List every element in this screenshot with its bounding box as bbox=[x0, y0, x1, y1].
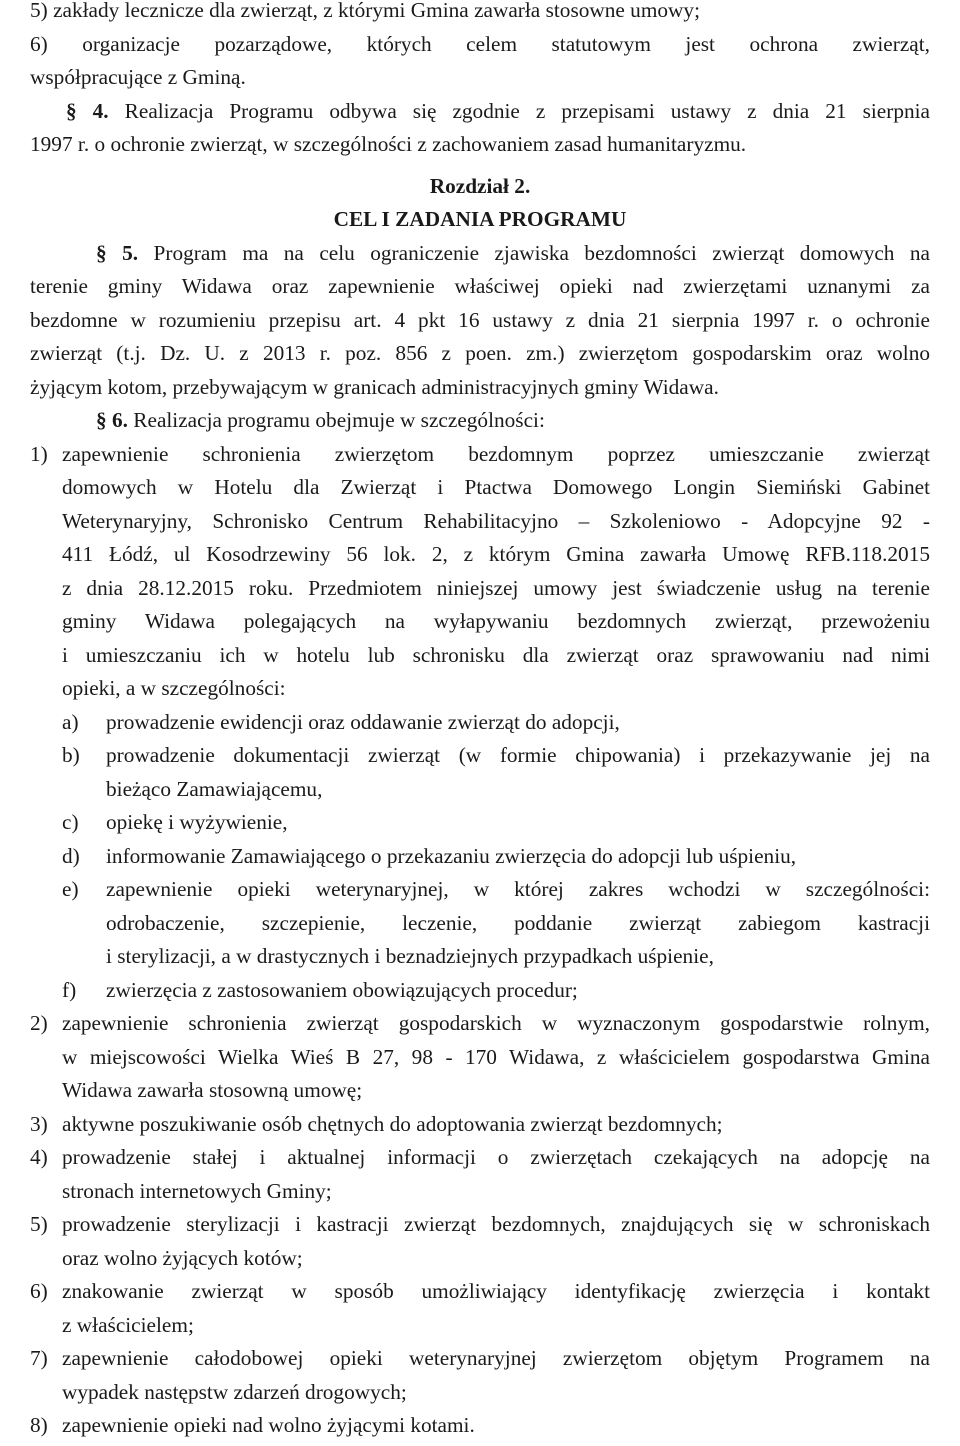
list-item-1-line-4: 411 Łódź, ul Kosodrzewiny 56 lok. 2, z którym Gmina zawarła Umowę RFB.118.2015 bbox=[62, 542, 930, 566]
paragraph-5-line-1 bbox=[30, 237, 930, 271]
paragraph-5-line-2: terenie gminy Widawa oraz zapewnienie właściwej opieki nad zwierzętami uznanymi za bbox=[30, 274, 930, 298]
sub-item-f-mark: f) bbox=[62, 977, 77, 1002]
list-item-6-number: 6) bbox=[30, 1279, 48, 1303]
list-item-2-line-3: Widawa zawarła stosowną umowę; bbox=[62, 1078, 363, 1102]
list-item-1-line-8: opieki, a w szczególności: bbox=[62, 676, 286, 700]
list-item-7-line-2: wypadek następstw zdarzeń drogowych; bbox=[62, 1379, 407, 1404]
sub-item-a-text: prowadzenie ewidencji oraz oddawanie zwierząt do adopcji, bbox=[106, 709, 620, 734]
list-item-7-line-1 bbox=[30, 1342, 930, 1376]
list-item-8-number: 8) bbox=[30, 1413, 48, 1437]
sub-item-a-mark: a) bbox=[62, 709, 79, 734]
sub-item-c-text: opiekę i wyżywienie, bbox=[106, 810, 288, 834]
list-item-1-line-6: gminy Widawa polegających na wyłapywaniu bezdomnych zwierząt, przewożeniu bbox=[62, 609, 930, 633]
list-item-2-line-1 bbox=[30, 1007, 930, 1041]
list-item-1-line-5: z dnia 28.12.2015 roku. Przedmiotem niniejszej umowy jest świadczenie usług na terenie bbox=[62, 575, 930, 600]
item-5-prev: 5) zakłady lecznicze dla zwierząt, z którymi Gmina zawarła stosowne umowy; bbox=[30, 0, 700, 22]
sub-item-e-line-2: odrobaczenie, szczepienie, leczenie, poddanie zwierząt zabiegom kastracji bbox=[106, 910, 930, 935]
list-item-3-text: aktywne poszukiwanie osób chętnych do adoptowania zwierząt bezdomnych; bbox=[62, 1111, 723, 1136]
list-item-1-text-1: zapewnienie schronienia zwierzętom bezdomnym poprzez umieszczanie zwierząt bbox=[62, 441, 930, 466]
sub-item-f-text: zwierzęcia z zastosowaniem obowiązujących procedur; bbox=[106, 977, 578, 1002]
chapter-title: Rozdział 2. bbox=[429, 173, 531, 198]
paragraph-4-text-1: Realizacja Programu odbywa się zgodnie z przepisami ustawy z dnia 21 sierpnia bbox=[124, 98, 930, 123]
sub-item-e-line-3: i sterylizacji, a w drastycznych i beznadziejnych przypadkach uśpienie, bbox=[106, 944, 714, 968]
list-item-3-number: 3) bbox=[30, 1111, 48, 1136]
item-6-prev-line-2: współpracujące z Gminą. bbox=[30, 65, 246, 89]
sub-item-e-text-1: zapewnienie opieki weterynaryjnej, w której zakres wchodzi w szczególności: bbox=[106, 877, 930, 901]
list-item-5-text-1: prowadzenie sterylizacji i kastracji zwierząt bezdomnych, znajdujących się w schroniskach bbox=[62, 1212, 930, 1236]
sub-item-b-mark: b) bbox=[62, 743, 80, 767]
paragraph-5-text-1: Program ma na celu ograniczenie zjawiska bezdomności zwierząt domowych na bbox=[153, 240, 930, 265]
list-item-4-text-1: prowadzenie stałej i aktualnej informacji o zwierzętach czekających na adopcję na bbox=[62, 1145, 930, 1169]
list-item-5-line-1 bbox=[30, 1208, 930, 1242]
sub-item-a bbox=[30, 706, 930, 740]
list-item-6-text-1: znakowanie zwierząt w sposób umożliwiający identyfikację zwierzęcia i kontakt bbox=[62, 1279, 930, 1303]
paragraph-6-mark: § 6. bbox=[96, 408, 128, 432]
sub-item-b-line-2: bieżąco Zamawiającemu, bbox=[106, 776, 323, 801]
sub-item-b-text-1: prowadzenie dokumentacji zwierząt (w formie chipowania) i przekazywanie jej na bbox=[106, 743, 930, 767]
list-item-1-line-3: Weterynaryjny, Schronisko Centrum Rehabilitacyjno – Szkoleniowo - Adopcyjne 92 - bbox=[62, 508, 930, 533]
sub-item-b-line-1 bbox=[30, 739, 930, 773]
sub-item-c-mark: c) bbox=[62, 810, 79, 834]
paragraph-5-line-3: bezdomne w rozumieniu przepisu art. 4 pkt 16 ustawy z dnia 21 sierpnia 1997 r. o ochronie bbox=[30, 307, 930, 332]
list-item-8-text: zapewnienie opieki nad wolno żyjącymi kotami. bbox=[62, 1413, 475, 1437]
list-item-6-line-1 bbox=[30, 1275, 930, 1309]
list-item-7-text-1: zapewnienie całodobowej opieki weterynaryjnej zwierzętom objętym Programem na bbox=[62, 1346, 930, 1370]
sub-item-d-mark: d) bbox=[62, 843, 80, 868]
list-item-6-line-2: z właścicielem; bbox=[62, 1312, 194, 1337]
sub-item-f bbox=[30, 974, 930, 1008]
paragraph-5-line-5: żyjącym kotom, przebywającym w granicach administracyjnych gminy Widawa. bbox=[30, 374, 719, 399]
list-item-3 bbox=[30, 1108, 930, 1142]
list-item-1-line-7: i umieszczaniu ich w hotelu lub schronisku dla zwierząt oraz sprawowaniu nad nimi bbox=[62, 642, 930, 667]
list-item-1-number: 1) bbox=[30, 441, 48, 466]
item-6-prev-line-1: 6) organizacje pozarządowe, których celem statutowym jest ochrona zwierząt, bbox=[30, 31, 930, 56]
list-item-2-text-1: zapewnienie schronienia zwierząt gospodarskich w wyznaczonym gospodarstwie rolnym, bbox=[62, 1011, 930, 1035]
paragraph-5-line-4: zwierząt (t.j. Dz. U. z 2013 r. poz. 856 z poen. zm.) zwierzętom gospodarskim oraz wolno bbox=[30, 341, 930, 365]
sub-item-d bbox=[30, 840, 930, 874]
paragraph-5-mark: § 5. bbox=[96, 240, 139, 265]
sub-item-e-line-1 bbox=[30, 873, 930, 907]
list-item-1-line-2: domowych w Hotelu dla Zwierząt i Ptactwa Domowego Longin Siemiński Gabinet bbox=[62, 475, 930, 499]
paragraph-4-line-1 bbox=[30, 95, 930, 129]
list-item-4-line-1 bbox=[30, 1141, 930, 1175]
list-item-7-number: 7) bbox=[30, 1346, 48, 1370]
paragraph-4-line-2: 1997 r. o ochronie zwierząt, w szczególności z zachowaniem zasad humanitaryzmu. bbox=[30, 132, 747, 156]
list-item-4-number: 4) bbox=[30, 1145, 48, 1169]
list-item-2-line-2: w miejscowości Wielka Wieś B 27, 98 - 170 Widawa, z właścicielem gospodarstwa Gmina bbox=[62, 1044, 930, 1069]
chapter-subtitle: CEL I ZADANIA PROGRAMU bbox=[333, 207, 627, 231]
paragraph-6-intro-text: Realizacja programu obejmuje w szczególności: bbox=[133, 408, 545, 432]
paragraph-6-intro bbox=[30, 404, 930, 438]
list-item-5-line-2: oraz wolno żyjących kotów; bbox=[62, 1245, 303, 1270]
sub-item-c bbox=[30, 806, 930, 840]
paragraph-4-mark: § 4. bbox=[66, 98, 109, 123]
list-item-8 bbox=[30, 1409, 930, 1443]
list-item-2-number: 2) bbox=[30, 1011, 48, 1035]
sub-item-d-text: informowanie Zamawiającego o przekazaniu zwierzęcia do adopcji lub uśpieniu, bbox=[106, 843, 797, 868]
list-item-5-number: 5) bbox=[30, 1212, 48, 1236]
list-item-4-line-2: stronach internetowych Gminy; bbox=[62, 1178, 332, 1203]
sub-item-e-mark: e) bbox=[62, 877, 79, 901]
list-item-1-line-1 bbox=[30, 438, 930, 472]
